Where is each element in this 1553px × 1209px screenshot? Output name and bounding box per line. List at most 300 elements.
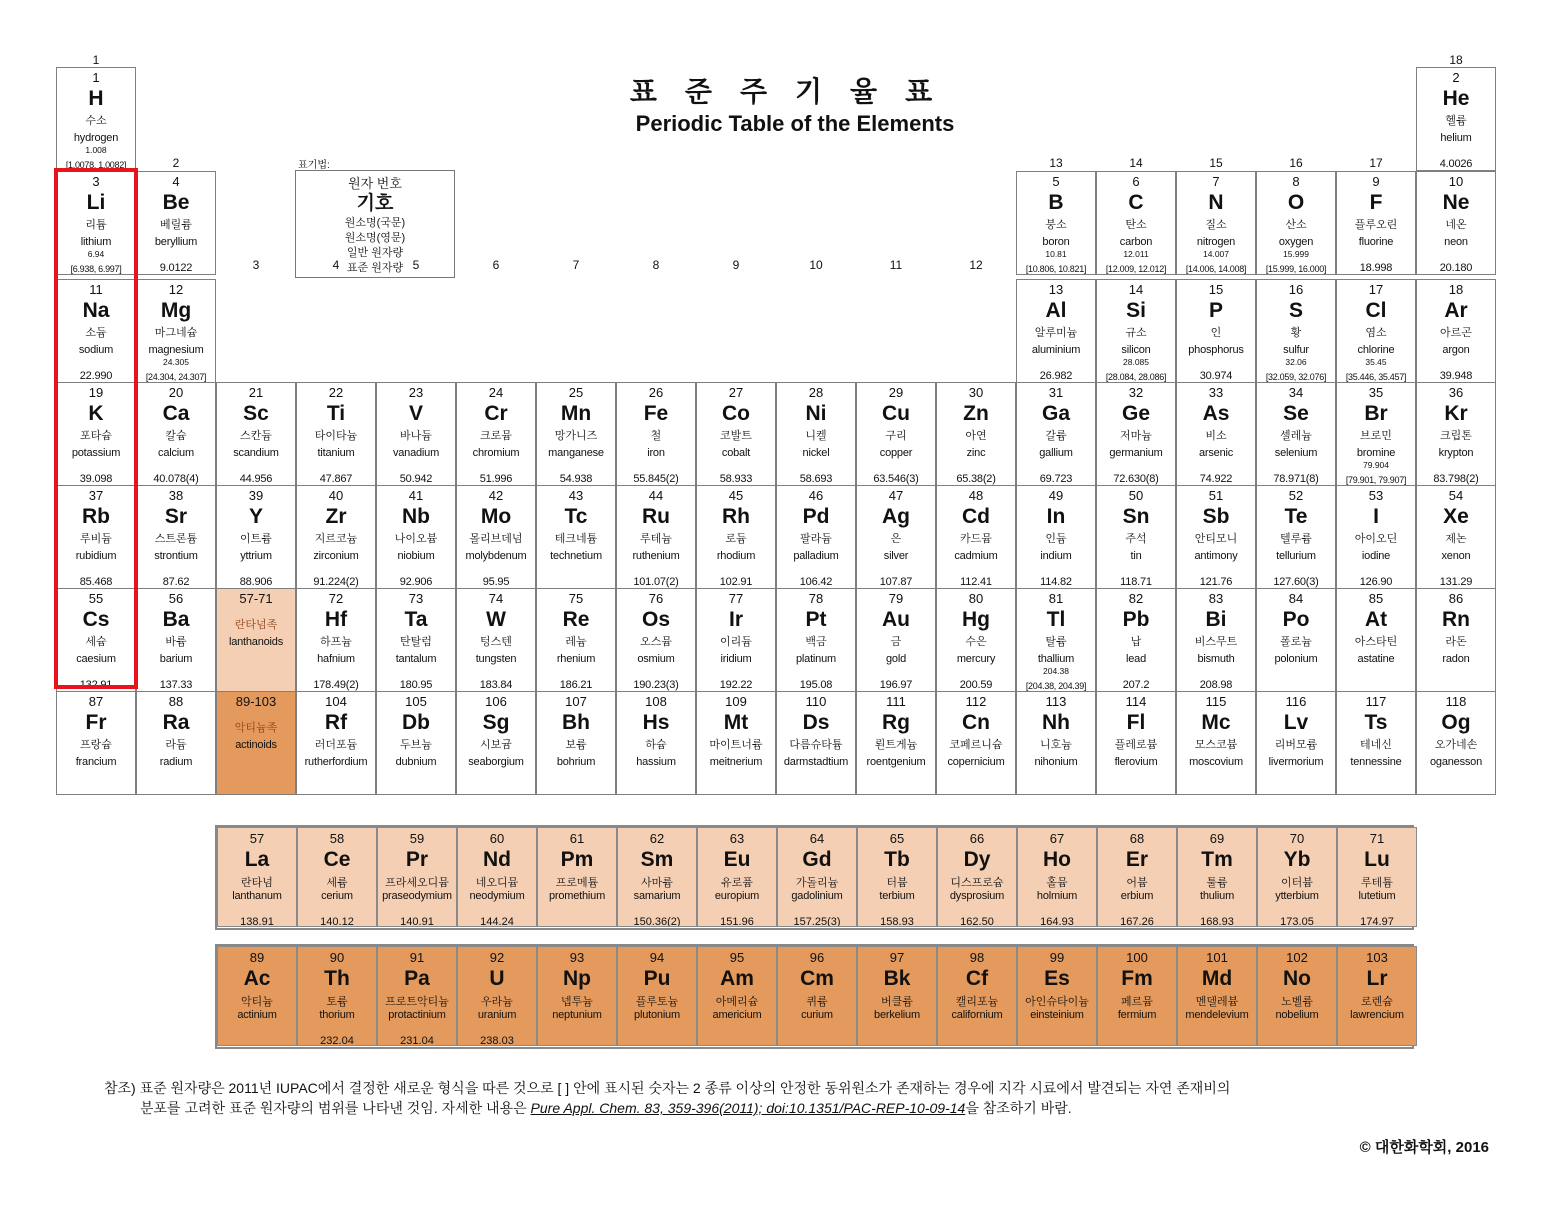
element-cell-Sb[interactable] (1176, 485, 1256, 589)
element-cell-Tm[interactable] (1177, 827, 1257, 927)
atomic-number: 2 (1452, 70, 1460, 85)
element-symbol: Y (248, 505, 263, 528)
element-cell-Al[interactable] (1016, 279, 1096, 383)
atomic-number: 23 (408, 385, 424, 400)
standard-weight: 91.224(2) (313, 576, 359, 588)
element-cell-W[interactable] (456, 588, 536, 692)
element-cell-Lu[interactable] (1337, 827, 1417, 927)
element-cell-Cf[interactable] (937, 946, 1017, 1046)
name-english: polonium (1274, 653, 1318, 665)
name-english: barium (159, 653, 193, 665)
name-korean: 안티모니 (1194, 533, 1238, 545)
name-english: phosphorus (1188, 344, 1244, 356)
element-cell-Nd[interactable] (457, 827, 537, 927)
element-cell-F[interactable] (1336, 171, 1416, 275)
element-cell-Cu[interactable] (856, 382, 936, 486)
element-cell-Ar[interactable] (1416, 279, 1496, 383)
atomic-number: 3 (92, 174, 100, 189)
name-english: cobalt (721, 447, 751, 459)
element-cell-As[interactable] (1176, 382, 1256, 486)
name-english: rubidium (75, 550, 117, 562)
element-cell-Ho[interactable] (1017, 827, 1097, 927)
element-symbol: Fr (85, 711, 107, 734)
element-cell-Ne[interactable] (1416, 171, 1496, 275)
standard-weight: 50.942 (399, 473, 433, 485)
element-cell-V[interactable] (376, 382, 456, 486)
name-korean: 사마륨 (641, 877, 673, 889)
element-symbol: Al (1045, 299, 1067, 322)
element-cell-Os[interactable] (616, 588, 696, 692)
element-cell-Ge[interactable] (1096, 382, 1176, 486)
element-cell-Th[interactable] (297, 946, 377, 1046)
element-symbol: Sn (1122, 505, 1150, 528)
name-korean: 황 (1290, 327, 1302, 339)
element-cell-Pr[interactable] (377, 827, 457, 927)
element-symbol: B (1048, 191, 1064, 214)
element-cell-Fr[interactable] (56, 691, 136, 795)
element-cell-Ts[interactable] (1336, 691, 1416, 795)
standard-weight: [79.901, 79.907] (1345, 475, 1407, 485)
legend-name-english: 원소명(영문) (344, 232, 406, 244)
element-cell-Bi[interactable] (1176, 588, 1256, 692)
element-symbol: W (486, 608, 506, 631)
atomic-number: 18 (1448, 282, 1464, 297)
name-english: bromine (1356, 447, 1396, 459)
group-label: 7 (572, 258, 580, 272)
atomic-number: 10 (1448, 174, 1464, 189)
element-cell-Sc[interactable] (216, 382, 296, 486)
element-cell-Tb[interactable] (857, 827, 937, 927)
element-cell-Hs[interactable] (616, 691, 696, 795)
element-symbol: Nb (402, 505, 430, 528)
atomic-number: 111 (886, 694, 906, 709)
element-symbol: Db (402, 711, 430, 734)
name-korean: 플레로븀 (1114, 739, 1158, 751)
name-english: erbium (1120, 890, 1154, 902)
atomic-number: 100 (1126, 950, 1148, 965)
name-korean: 테크네튬 (554, 533, 598, 545)
element-symbol: Ra (162, 711, 190, 734)
element-cell-Xe[interactable] (1416, 485, 1496, 589)
element-cell-Nb[interactable] (376, 485, 456, 589)
element-cell-O[interactable] (1256, 171, 1336, 275)
element-cell-Ir[interactable] (696, 588, 776, 692)
element-cell-Db[interactable] (376, 691, 456, 795)
atomic-number: 38 (168, 488, 184, 503)
name-english: europium (714, 890, 760, 902)
element-symbol: Fe (643, 402, 669, 425)
element-symbol: Gd (802, 848, 832, 871)
element-cell-Ba[interactable] (136, 588, 216, 692)
element-cell-U[interactable] (457, 946, 537, 1046)
name-korean: 베릴륨 (160, 219, 192, 231)
element-cell-P[interactable] (1176, 279, 1256, 383)
name-korean: 시보귬 (480, 739, 512, 751)
standard-weight: 87.62 (162, 576, 190, 588)
group-1-highlight (54, 168, 138, 689)
standard-weight: 44.956 (239, 473, 273, 485)
name-korean: 철 (650, 430, 662, 442)
element-cell-La[interactable] (217, 827, 297, 927)
atomic-number: 70 (1289, 831, 1305, 846)
element-cell-actinoids[interactable] (216, 691, 296, 795)
element-symbol: F (1369, 191, 1383, 214)
atomic-number: 37 (88, 488, 104, 503)
element-cell-Y[interactable] (216, 485, 296, 589)
name-english: ytterbium (1275, 890, 1319, 902)
element-cell-Rf[interactable] (296, 691, 376, 795)
name-english: nitrogen (1196, 236, 1236, 248)
name-korean: 멘델레븀 (1195, 996, 1239, 1008)
standard-weight: 54.938 (559, 473, 593, 485)
group-label: 18 (1449, 53, 1463, 67)
standard-weight: 121.76 (1199, 576, 1233, 588)
name-english: magnesium (148, 344, 204, 356)
name-korean: 토륨 (326, 996, 348, 1008)
name-english: darmstadtium (783, 756, 849, 768)
element-symbol: Er (1125, 848, 1149, 871)
name-english: krypton (1438, 447, 1474, 459)
element-cell-H[interactable] (56, 67, 136, 171)
element-symbol: Sm (640, 848, 674, 871)
element-cell-Ce[interactable] (297, 827, 377, 927)
name-korean: 러더포듐 (314, 739, 358, 751)
element-cell-Cn[interactable] (936, 691, 1016, 795)
element-symbol: Pu (643, 967, 671, 990)
atomic-number: 115 (1205, 694, 1227, 709)
name-english: rhodium (716, 550, 756, 562)
name-english: astatine (1357, 653, 1395, 665)
conventional-weight: 204.38 (1043, 666, 1069, 676)
standard-weight: 196.97 (879, 679, 913, 691)
name-english: lanthanum (232, 890, 282, 902)
name-korean: 리버모륨 (1274, 739, 1318, 751)
element-cell-Sm[interactable] (617, 827, 697, 927)
element-cell-Co[interactable] (696, 382, 776, 486)
name-korean: 니호늄 (1040, 739, 1072, 751)
element-symbol: Ds (802, 711, 830, 734)
element-cell-Re[interactable] (536, 588, 616, 692)
name-english: nickel (802, 447, 830, 459)
element-symbol: Lv (1283, 711, 1309, 734)
atomic-number: 20 (168, 385, 184, 400)
element-cell-Fl[interactable] (1096, 691, 1176, 795)
name-english: sodium (78, 344, 114, 356)
atomic-number: 1 (92, 70, 100, 85)
element-cell-Zn[interactable] (936, 382, 1016, 486)
name-korean: 터븀 (886, 877, 908, 889)
element-symbol: Cf (965, 967, 989, 990)
element-symbol: Pb (1122, 608, 1150, 631)
name-english: tennessine (1350, 756, 1402, 768)
element-cell-Fe[interactable] (616, 382, 696, 486)
name-english: chromium (472, 447, 520, 459)
name-english: neon (1444, 236, 1468, 248)
name-english: francium (75, 756, 117, 768)
element-cell-Mc[interactable] (1176, 691, 1256, 795)
standard-weight: 107.87 (879, 576, 913, 588)
element-cell-Cd[interactable] (936, 485, 1016, 589)
element-cell-Te[interactable] (1256, 485, 1336, 589)
element-cell-At[interactable] (1336, 588, 1416, 692)
name-korean: 헬륨 (1445, 115, 1467, 127)
element-cell-Ca[interactable] (136, 382, 216, 486)
reference-link[interactable]: Pure Appl. Chem. 83, 359-396(2011); doi:10.1351/PAC-REP-10-09-14 (530, 1100, 966, 1116)
element-cell-Pb[interactable] (1096, 588, 1176, 692)
atomic-number: 26 (648, 385, 664, 400)
element-symbol: Hf (324, 608, 348, 631)
standard-weight: 102.91 (719, 576, 753, 588)
element-symbol: Hg (962, 608, 990, 631)
element-cell-Pt[interactable] (776, 588, 856, 692)
atomic-number: 118 (1445, 694, 1467, 709)
element-symbol: V (408, 402, 423, 425)
name-english: scandium (233, 447, 279, 459)
standard-weight: 101.07(2) (633, 576, 679, 588)
standard-weight: 55.845(2) (633, 473, 679, 485)
element-cell-Br[interactable] (1336, 382, 1416, 486)
element-cell-Pm[interactable] (537, 827, 617, 927)
element-cell-Mg[interactable] (136, 279, 216, 383)
name-english: nihonium (1034, 756, 1078, 768)
element-cell-Bk[interactable] (857, 946, 937, 1046)
element-cell-Pd[interactable] (776, 485, 856, 589)
element-symbol: Mt (723, 711, 749, 734)
element-symbol: S (1288, 299, 1303, 322)
element-symbol: Hs (642, 711, 670, 734)
element-cell-Md[interactable] (1177, 946, 1257, 1046)
element-cell-Nh[interactable] (1016, 691, 1096, 795)
atomic-number: 52 (1288, 488, 1304, 503)
name-korean: 망가니즈 (554, 430, 598, 442)
element-cell-Ga[interactable] (1016, 382, 1096, 486)
name-english: hydrogen (73, 132, 119, 144)
name-korean: 로렌슘 (1361, 996, 1393, 1008)
element-cell-Kr[interactable] (1416, 382, 1496, 486)
element-symbol: Ca (162, 402, 190, 425)
name-korean: 아메리슘 (715, 996, 759, 1008)
standard-weight: [6.938, 6.997] (70, 264, 122, 274)
element-symbol: Ts (1364, 711, 1388, 734)
legend-conventional-weight: 일반 원자량 (346, 247, 404, 259)
legend-standard-weight: 표준 원자량 (346, 262, 404, 274)
element-cell-Hg[interactable] (936, 588, 1016, 692)
group-label: 3 (252, 258, 260, 272)
name-english: copper (879, 447, 913, 459)
name-english: indium (1040, 550, 1072, 562)
element-cell-Eu[interactable] (697, 827, 777, 927)
element-cell-Dy[interactable] (937, 827, 1017, 927)
element-cell-B[interactable] (1016, 171, 1096, 275)
element-cell-S[interactable] (1256, 279, 1336, 383)
name-korean: 이터븀 (1281, 877, 1313, 889)
element-cell-Ds[interactable] (776, 691, 856, 795)
element-cell-Bh[interactable] (536, 691, 616, 795)
element-cell-Ni[interactable] (776, 382, 856, 486)
element-cell-In[interactable] (1016, 485, 1096, 589)
element-cell-Ag[interactable] (856, 485, 936, 589)
name-korean: 질소 (1205, 219, 1227, 231)
name-english: praseodymium (382, 890, 452, 902)
atomic-number: 85 (1368, 591, 1384, 606)
element-cell-Np[interactable] (537, 946, 617, 1046)
group-label: 10 (809, 258, 823, 272)
standard-weight: 47.867 (319, 473, 353, 485)
name-english: osmium (637, 653, 675, 665)
element-cell-Pu[interactable] (617, 946, 697, 1046)
element-cell-lanthanoids[interactable] (216, 588, 296, 692)
element-cell-Ta[interactable] (376, 588, 456, 692)
atomic-number: 30 (968, 385, 984, 400)
element-cell-Og[interactable] (1416, 691, 1496, 795)
name-english: zinc (966, 447, 986, 459)
name-english: chlorine (1357, 344, 1395, 356)
footnote-line-2-end: 을 참조하기 바람. (965, 1100, 1072, 1116)
element-cell-Zr[interactable] (296, 485, 376, 589)
element-cell-C[interactable] (1096, 171, 1176, 275)
element-cell-Yb[interactable] (1257, 827, 1337, 927)
atomic-number: 63 (729, 831, 745, 846)
element-cell-Er[interactable] (1097, 827, 1177, 927)
standard-weight: 150.36(2) (633, 916, 681, 927)
name-english: actinium (237, 1009, 277, 1021)
element-cell-Cm[interactable] (777, 946, 857, 1046)
element-cell-I[interactable] (1336, 485, 1416, 589)
name-korean: 포타슘 (80, 430, 112, 442)
atomic-number: 66 (969, 831, 985, 846)
element-cell-Au[interactable] (856, 588, 936, 692)
element-cell-Be[interactable] (136, 171, 216, 275)
element-cell-Si[interactable] (1096, 279, 1176, 383)
element-cell-Hf[interactable] (296, 588, 376, 692)
atomic-number: 83 (1208, 591, 1224, 606)
element-cell-N[interactable] (1176, 171, 1256, 275)
element-cell-Lv[interactable] (1256, 691, 1336, 795)
element-cell-Ti[interactable] (296, 382, 376, 486)
standard-weight: 140.12 (320, 916, 354, 927)
element-cell-Gd[interactable] (777, 827, 857, 927)
name-english: moscovium (1189, 756, 1243, 768)
name-korean: 소듐 (85, 327, 107, 339)
standard-weight: 173.05 (1280, 916, 1314, 927)
name-korean: 셀레늄 (1280, 430, 1312, 442)
element-cell-Rg[interactable] (856, 691, 936, 795)
standard-weight: 190.23(3) (633, 679, 679, 691)
conventional-weight: 24.305 (163, 357, 189, 367)
atomic-number: 103 (1366, 950, 1388, 965)
atomic-number: 117 (1365, 694, 1387, 709)
atomic-number: 59 (409, 831, 425, 846)
element-cell-Rh[interactable] (696, 485, 776, 589)
element-symbol: Mo (480, 505, 512, 528)
standard-weight: [35.446, 35.457] (1345, 372, 1407, 382)
name-korean: 인 (1210, 327, 1222, 339)
name-korean: 이리듐 (720, 636, 752, 648)
atomic-number: 95 (729, 950, 745, 965)
conventional-weight: 35.45 (1365, 357, 1387, 367)
element-cell-Ra[interactable] (136, 691, 216, 795)
element-symbol: Pd (802, 505, 830, 528)
element-symbol: Se (1283, 402, 1309, 425)
name-english: holmium (1036, 890, 1078, 902)
element-symbol: Ne (1442, 191, 1470, 214)
element-cell-Sr[interactable] (136, 485, 216, 589)
element-symbol: Cn (962, 711, 990, 734)
element-symbol: Am (720, 967, 754, 990)
name-korean: 리튬 (85, 219, 107, 231)
element-cell-Pa[interactable] (377, 946, 457, 1046)
atomic-number: 108 (645, 694, 667, 709)
name-korean: 오스뮴 (640, 636, 672, 648)
name-english: uranium (477, 1009, 517, 1021)
name-korean: 루비듐 (80, 533, 112, 545)
element-cell-No[interactable] (1257, 946, 1337, 1046)
name-english: cadmium (954, 550, 998, 562)
element-cell-Ru[interactable] (616, 485, 696, 589)
element-cell-Am[interactable] (697, 946, 777, 1046)
standard-weight: 126.90 (1359, 576, 1393, 588)
name-korean: 구리 (885, 430, 907, 442)
title-korean: 표준주기율표 (629, 76, 961, 107)
name-english: iridium (720, 653, 752, 665)
group-label: 15 (1209, 156, 1223, 170)
element-cell-Po[interactable] (1256, 588, 1336, 692)
conventional-weight: 12.011 (1123, 249, 1149, 259)
name-english: thulium (1199, 890, 1235, 902)
element-cell-Rn[interactable] (1416, 588, 1496, 692)
name-korean: 로듐 (725, 533, 747, 545)
element-cell-Lr[interactable] (1337, 946, 1417, 1046)
standard-weight: 164.93 (1040, 916, 1074, 927)
atomic-number: 116 (1285, 694, 1307, 709)
element-cell-Es[interactable] (1017, 946, 1097, 1046)
element-cell-Tc[interactable] (536, 485, 616, 589)
element-cell-Sg[interactable] (456, 691, 536, 795)
element-cell-Cl[interactable] (1336, 279, 1416, 383)
element-cell-Se[interactable] (1256, 382, 1336, 486)
element-cell-He[interactable] (1416, 67, 1496, 171)
atomic-number: 91 (409, 950, 425, 965)
element-cell-Mn[interactable] (536, 382, 616, 486)
element-cell-Sn[interactable] (1096, 485, 1176, 589)
element-cell-Mo[interactable] (456, 485, 536, 589)
name-korean: 페르뮴 (1121, 996, 1153, 1008)
name-english: mercury (956, 653, 996, 665)
element-symbol: Mg (160, 299, 192, 322)
element-cell-Mt[interactable] (696, 691, 776, 795)
name-english: americium (712, 1009, 762, 1021)
legend-atomic-number: 원자 번호 (348, 176, 402, 191)
name-korean: 주석 (1125, 533, 1147, 545)
atomic-number: 47 (888, 488, 904, 503)
element-symbol: As (1202, 402, 1230, 425)
element-symbol: Xe (1443, 505, 1469, 528)
name-korean: 백금 (805, 636, 827, 648)
element-symbol: Rf (324, 711, 348, 734)
name-korean: 바나듐 (400, 430, 432, 442)
name-english: xenon (1441, 550, 1471, 562)
atomic-number: 41 (408, 488, 424, 503)
element-symbol: Ti (326, 402, 346, 425)
conventional-weight: 32.06 (1285, 357, 1307, 367)
standard-weight: 178.49(2) (313, 679, 359, 691)
element-cell-Cr[interactable] (456, 382, 536, 486)
element-cell-Tl[interactable] (1016, 588, 1096, 692)
element-cell-Ac[interactable] (217, 946, 297, 1046)
element-cell-Fm[interactable] (1097, 946, 1177, 1046)
name-korean: 스칸듐 (240, 430, 272, 442)
atomic-number: 24 (488, 385, 504, 400)
